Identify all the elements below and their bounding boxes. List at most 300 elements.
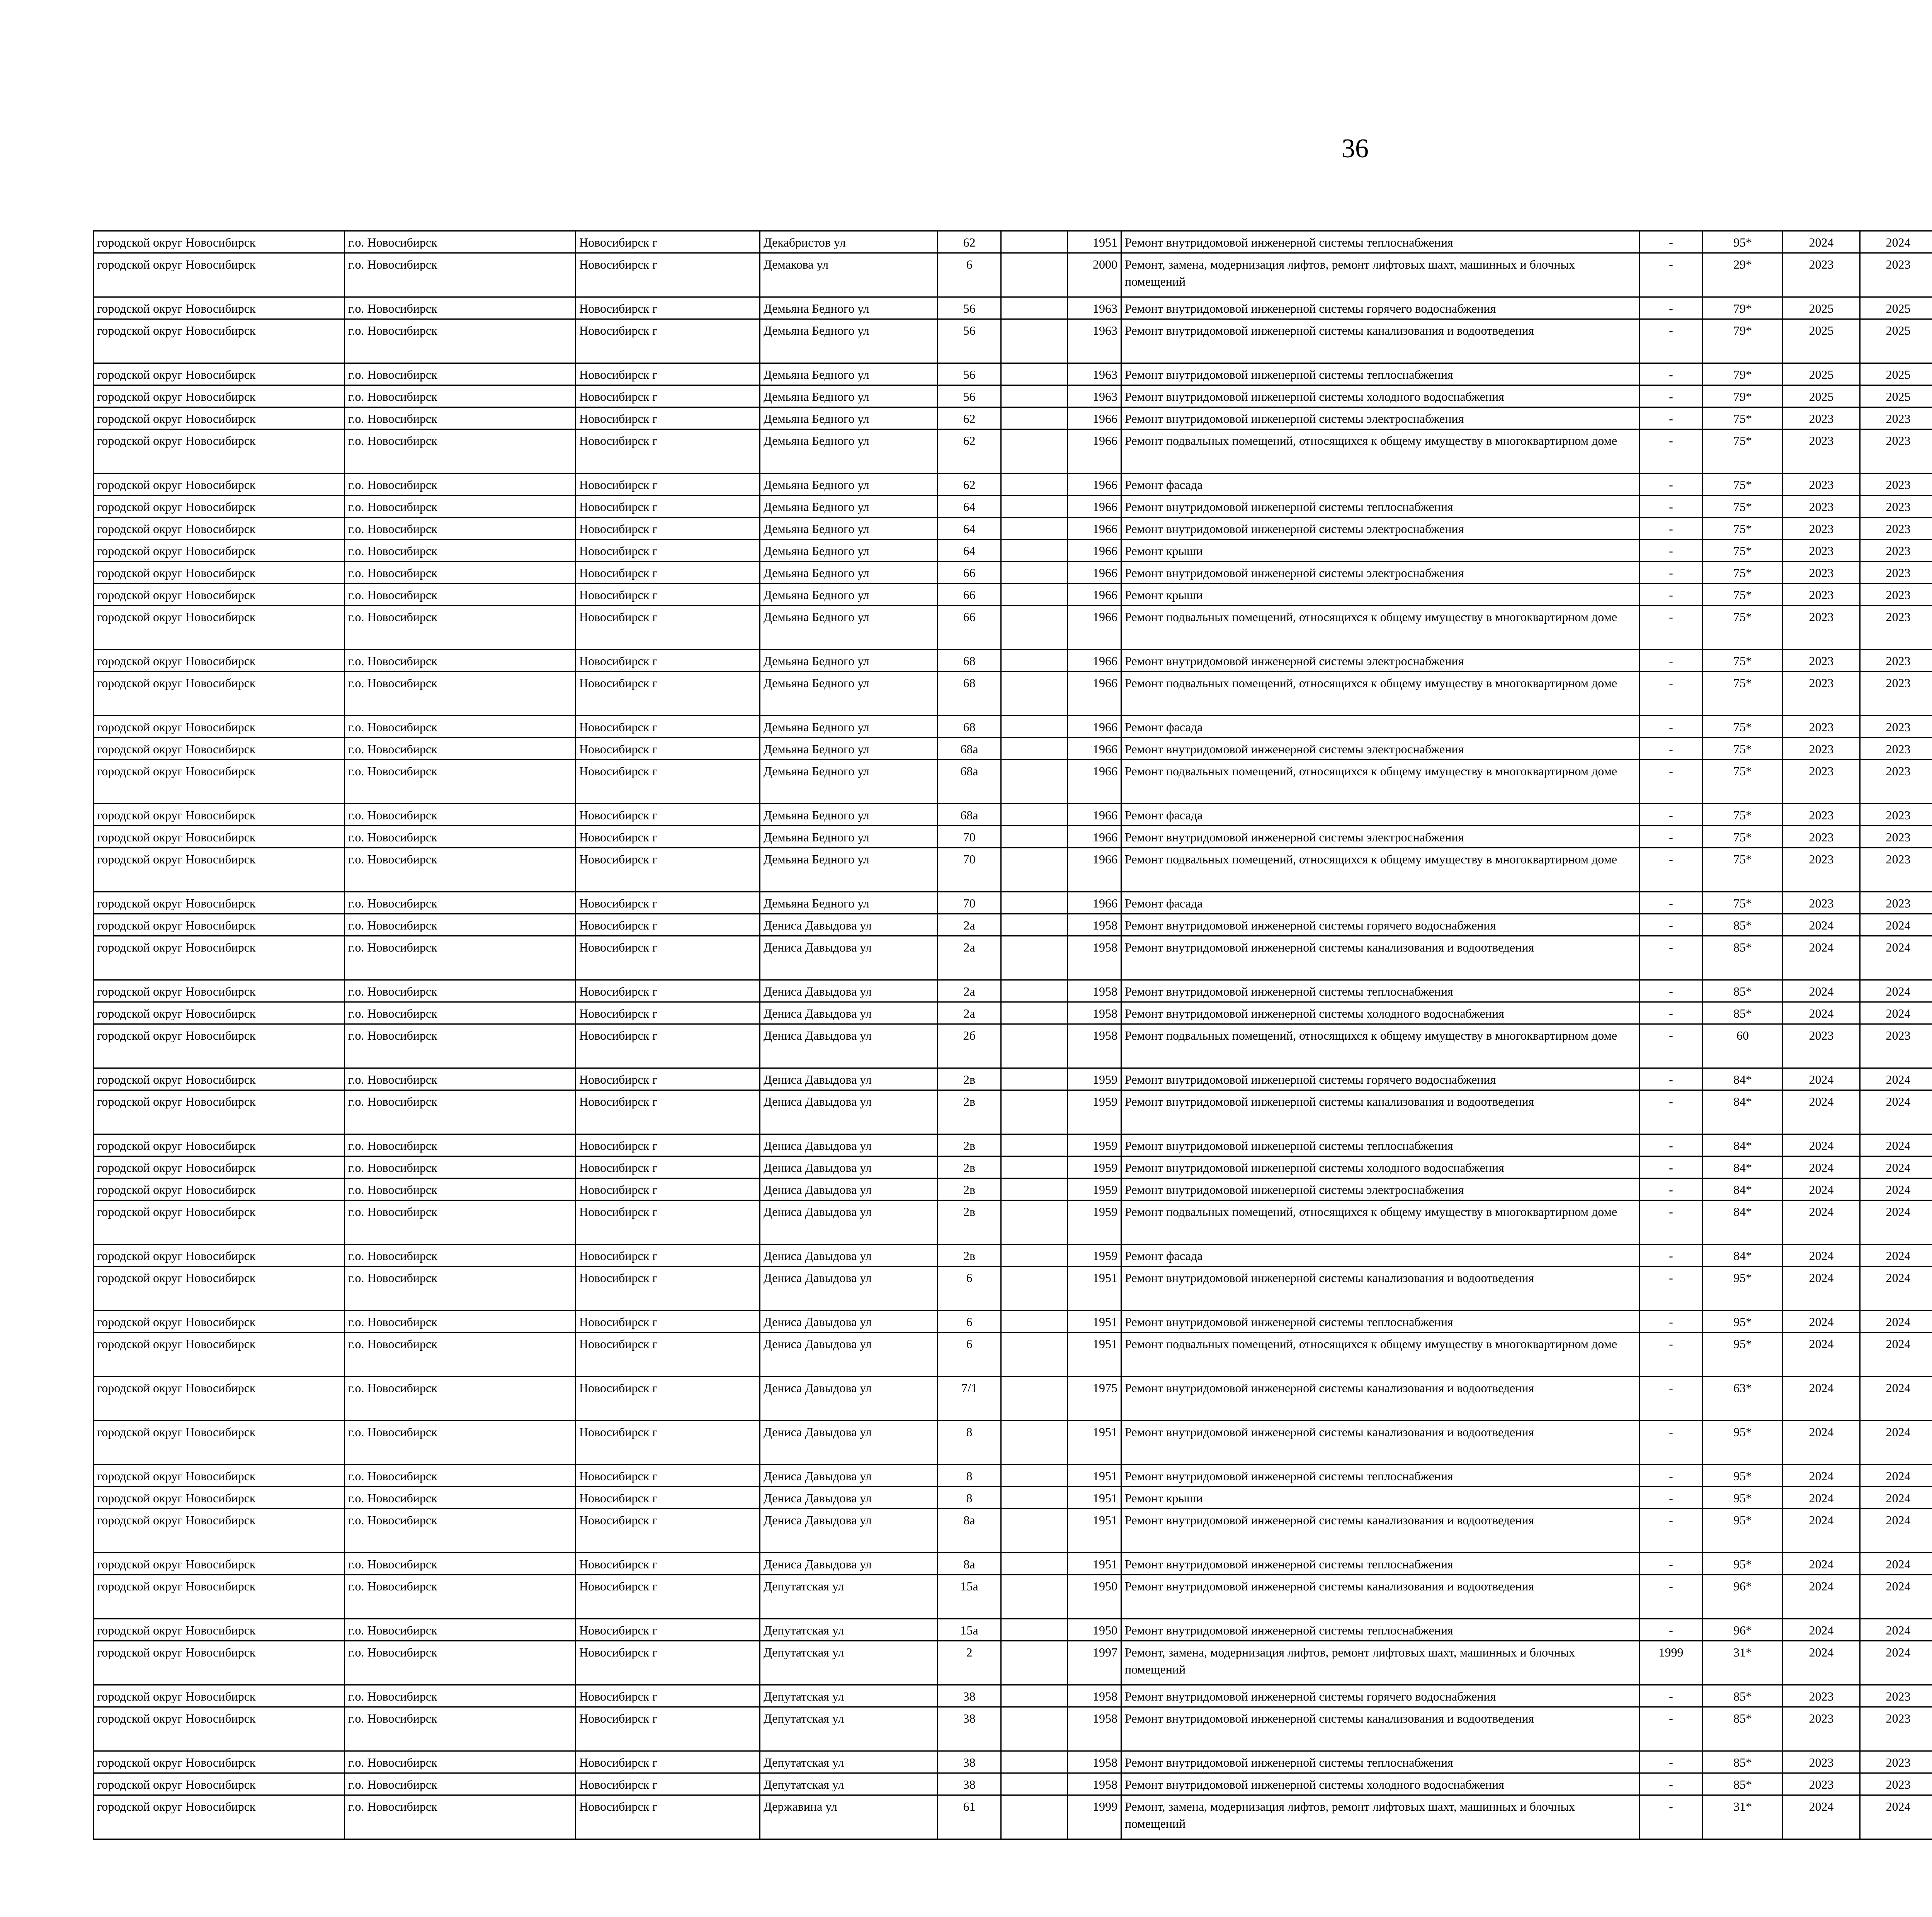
cell-settlement: г.о. Новосибирск <box>345 1509 576 1553</box>
cell-building <box>1001 1641 1068 1685</box>
cell-settlement: г.о. Новосибирск <box>345 1487 576 1509</box>
cell-work-type: Ремонт внутридомовой инженерной системы теплоснабжения <box>1121 363 1639 385</box>
cell-commissioning-year: - <box>1639 936 1703 980</box>
table-row <box>94 319 1932 363</box>
cell-planned-end-year: 2024 <box>1860 1245 1932 1267</box>
cell-planned-start-year: 2024 <box>1783 231 1860 253</box>
cell-street: Дениса Давыдова ул <box>760 1487 938 1509</box>
cell-street: Депутатская ул <box>760 1619 938 1641</box>
cell-building <box>1001 892 1068 914</box>
cell-locality: Новосибирск г <box>576 1311 760 1333</box>
cell-building <box>1001 584 1068 606</box>
cell-planned-start-year: 2024 <box>1783 1641 1860 1685</box>
cell-street: Демьяна Бедного ул <box>760 606 938 650</box>
cell-planned-start-year: 2024 <box>1783 914 1860 936</box>
cell-settlement: г.о. Новосибирск <box>345 914 576 936</box>
cell-settlement: г.о. Новосибирск <box>345 848 576 892</box>
cell-construction-year: 1958 <box>1068 980 1121 1002</box>
cell-settlement: г.о. Новосибирск <box>345 1641 576 1685</box>
cell-locality: Новосибирск г <box>576 1333 760 1377</box>
cell-planned-start-year: 2024 <box>1783 980 1860 1002</box>
cell-municipality: городской округ Новосибирск <box>94 584 345 606</box>
cell-locality: Новосибирск г <box>576 1245 760 1267</box>
table-row <box>94 848 1932 892</box>
cell-wear-percent: 75* <box>1703 760 1783 804</box>
cell-wear-percent: 75* <box>1703 584 1783 606</box>
cell-construction-year: 1951 <box>1068 1553 1121 1575</box>
cell-planned-end-year: 2024 <box>1860 1421 1932 1465</box>
cell-planned-end-year: 2023 <box>1860 540 1932 562</box>
cell-house-number: 8 <box>938 1421 1001 1465</box>
cell-street: Демьяна Бедного ул <box>760 804 938 826</box>
cell-commissioning-year: - <box>1639 1200 1703 1245</box>
cell-street: Дениса Давыдова ул <box>760 1333 938 1377</box>
cell-wear-percent: 95* <box>1703 1333 1783 1377</box>
table-row <box>94 407 1932 429</box>
table-row <box>94 1619 1932 1641</box>
cell-building <box>1001 1707 1068 1751</box>
cell-commissioning-year: - <box>1639 1795 1703 1839</box>
cell-building <box>1001 848 1068 892</box>
cell-planned-end-year: 2024 <box>1860 231 1932 253</box>
cell-settlement: г.о. Новосибирск <box>345 738 576 760</box>
cell-planned-start-year: 2024 <box>1783 1090 1860 1134</box>
cell-settlement: г.о. Новосибирск <box>345 1245 576 1267</box>
cell-wear-percent: 84* <box>1703 1178 1783 1200</box>
cell-building <box>1001 1421 1068 1465</box>
cell-construction-year: 1963 <box>1068 297 1121 319</box>
table-row <box>94 826 1932 848</box>
cell-street: Декабристов ул <box>760 231 938 253</box>
cell-settlement: г.о. Новосибирск <box>345 1200 576 1245</box>
cell-settlement: г.о. Новосибирск <box>345 495 576 518</box>
cell-street: Дениса Давыдова ул <box>760 1553 938 1575</box>
cell-settlement: г.о. Новосибирск <box>345 1311 576 1333</box>
table-row <box>94 804 1932 826</box>
cell-street: Демьяна Бедного ул <box>760 495 938 518</box>
cell-street: Дениса Давыдова ул <box>760 1156 938 1178</box>
cell-street: Демьяна Бедного ул <box>760 297 938 319</box>
cell-settlement: г.о. Новосибирск <box>345 980 576 1002</box>
cell-municipality: городской округ Новосибирск <box>94 1245 345 1267</box>
cell-settlement: г.о. Новосибирск <box>345 1178 576 1200</box>
cell-street: Демьяна Бедного ул <box>760 562 938 584</box>
cell-commissioning-year: - <box>1639 1619 1703 1641</box>
cell-work-type: Ремонт внутридомовой инженерной системы электроснабжения <box>1121 1178 1639 1200</box>
cell-commissioning-year: - <box>1639 429 1703 473</box>
cell-settlement: г.о. Новосибирск <box>345 1751 576 1773</box>
cell-building <box>1001 1267 1068 1311</box>
cell-locality: Новосибирск г <box>576 936 760 980</box>
cell-construction-year: 1958 <box>1068 1002 1121 1024</box>
cell-planned-end-year: 2023 <box>1860 584 1932 606</box>
cell-street: Дениса Давыдова ул <box>760 1377 938 1421</box>
cell-building <box>1001 1333 1068 1377</box>
cell-municipality: городской округ Новосибирск <box>94 1068 345 1090</box>
cell-settlement: г.о. Новосибирск <box>345 1267 576 1311</box>
cell-building <box>1001 319 1068 363</box>
cell-locality: Новосибирск г <box>576 1641 760 1685</box>
table-row <box>94 980 1932 1002</box>
cell-commissioning-year: - <box>1639 1465 1703 1487</box>
cell-work-type: Ремонт подвальных помещений, относящихся к общему имуществу в многоквартирном доме <box>1121 1200 1639 1245</box>
table-row <box>94 231 1932 253</box>
cell-work-type: Ремонт внутридомовой инженерной системы горячего водоснабжения <box>1121 1685 1639 1707</box>
cell-settlement: г.о. Новосибирск <box>345 297 576 319</box>
cell-locality: Новосибирск г <box>576 231 760 253</box>
cell-planned-start-year: 2023 <box>1783 540 1860 562</box>
cell-construction-year: 1950 <box>1068 1575 1121 1619</box>
cell-settlement: г.о. Новосибирск <box>345 1333 576 1377</box>
cell-house-number: 61 <box>938 1795 1001 1839</box>
cell-house-number: 8а <box>938 1509 1001 1553</box>
cell-locality: Новосибирск г <box>576 1619 760 1641</box>
cell-settlement: г.о. Новосибирск <box>345 1685 576 1707</box>
cell-municipality: городской округ Новосибирск <box>94 914 345 936</box>
cell-wear-percent: 95* <box>1703 231 1783 253</box>
cell-house-number: 62 <box>938 473 1001 495</box>
cell-construction-year: 1966 <box>1068 672 1121 716</box>
cell-building <box>1001 1509 1068 1553</box>
cell-street: Депутатская ул <box>760 1773 938 1795</box>
cell-work-type: Ремонт внутридомовой инженерной системы канализования и водоотведения <box>1121 1509 1639 1553</box>
table-row <box>94 562 1932 584</box>
cell-house-number: 8 <box>938 1487 1001 1509</box>
cell-settlement: г.о. Новосибирск <box>345 1024 576 1068</box>
cell-construction-year: 1951 <box>1068 1333 1121 1377</box>
cell-planned-end-year: 2023 <box>1860 253 1932 297</box>
cell-work-type: Ремонт внутридомовой инженерной системы электроснабжения <box>1121 738 1639 760</box>
cell-planned-end-year: 2023 <box>1860 848 1932 892</box>
cell-wear-percent: 84* <box>1703 1090 1783 1134</box>
cell-wear-percent: 79* <box>1703 297 1783 319</box>
cell-settlement: г.о. Новосибирск <box>345 1002 576 1024</box>
cell-settlement: г.о. Новосибирск <box>345 231 576 253</box>
cell-planned-start-year: 2024 <box>1783 1068 1860 1090</box>
cell-work-type: Ремонт фасада <box>1121 892 1639 914</box>
cell-planned-end-year: 2024 <box>1860 1575 1932 1619</box>
cell-building <box>1001 650 1068 672</box>
table-row <box>94 1200 1932 1245</box>
cell-wear-percent: 95* <box>1703 1509 1783 1553</box>
cell-wear-percent: 75* <box>1703 495 1783 518</box>
cell-work-type: Ремонт внутридомовой инженерной системы канализования и водоотведения <box>1121 1090 1639 1134</box>
cell-work-type: Ремонт внутридомовой инженерной системы холодного водоснабжения <box>1121 1156 1639 1178</box>
cell-construction-year: 1951 <box>1068 1421 1121 1465</box>
cell-planned-start-year: 2024 <box>1783 1267 1860 1311</box>
cell-work-type: Ремонт внутридомовой инженерной системы электроснабжения <box>1121 826 1639 848</box>
cell-building <box>1001 429 1068 473</box>
cell-work-type: Ремонт внутридомовой инженерной системы холодного водоснабжения <box>1121 385 1639 407</box>
cell-locality: Новосибирск г <box>576 1377 760 1421</box>
cell-locality: Новосибирск г <box>576 826 760 848</box>
table-row <box>94 672 1932 716</box>
cell-locality: Новосибирск г <box>576 1685 760 1707</box>
cell-locality: Новосибирск г <box>576 363 760 385</box>
cell-planned-start-year: 2023 <box>1783 429 1860 473</box>
cell-work-type: Ремонт подвальных помещений, относящихся к общему имуществу в многоквартирном доме <box>1121 672 1639 716</box>
cell-planned-end-year: 2024 <box>1860 1267 1932 1311</box>
cell-commissioning-year: - <box>1639 363 1703 385</box>
cell-planned-start-year: 2024 <box>1783 1795 1860 1839</box>
cell-planned-start-year: 2023 <box>1783 892 1860 914</box>
cell-building <box>1001 407 1068 429</box>
cell-municipality: городской округ Новосибирск <box>94 1311 345 1333</box>
cell-settlement: г.о. Новосибирск <box>345 1156 576 1178</box>
cell-settlement: г.о. Новосибирск <box>345 540 576 562</box>
cell-planned-end-year: 2023 <box>1860 1751 1932 1773</box>
cell-house-number: 70 <box>938 892 1001 914</box>
cell-wear-percent: 84* <box>1703 1200 1783 1245</box>
cell-building <box>1001 231 1068 253</box>
cell-house-number: 8 <box>938 1465 1001 1487</box>
cell-construction-year: 1958 <box>1068 1751 1121 1773</box>
cell-locality: Новосибирск г <box>576 716 760 738</box>
cell-planned-end-year: 2024 <box>1860 1311 1932 1333</box>
cell-construction-year: 1966 <box>1068 606 1121 650</box>
cell-settlement: г.о. Новосибирск <box>345 606 576 650</box>
cell-wear-percent: 85* <box>1703 980 1783 1002</box>
cell-work-type: Ремонт внутридомовой инженерной системы горячего водоснабжения <box>1121 297 1639 319</box>
cell-commissioning-year: - <box>1639 297 1703 319</box>
cell-building <box>1001 363 1068 385</box>
cell-settlement: г.о. Новосибирск <box>345 1090 576 1134</box>
cell-municipality: городской округ Новосибирск <box>94 1421 345 1465</box>
cell-settlement: г.о. Новосибирск <box>345 1707 576 1751</box>
cell-planned-start-year: 2023 <box>1783 1707 1860 1751</box>
cell-settlement: г.о. Новосибирск <box>345 804 576 826</box>
cell-street: Демакова ул <box>760 253 938 297</box>
cell-planned-end-year: 2024 <box>1860 936 1932 980</box>
cell-work-type: Ремонт подвальных помещений, относящихся к общему имуществу в многоквартирном доме <box>1121 1024 1639 1068</box>
cell-building <box>1001 495 1068 518</box>
table-row <box>94 892 1932 914</box>
table-row <box>94 1707 1932 1751</box>
table-row <box>94 650 1932 672</box>
cell-street: Державина ул <box>760 1795 938 1839</box>
cell-commissioning-year: - <box>1639 1553 1703 1575</box>
table-row <box>94 914 1932 936</box>
cell-municipality: городской округ Новосибирск <box>94 1333 345 1377</box>
cell-house-number: 2а <box>938 914 1001 936</box>
cell-building <box>1001 760 1068 804</box>
cell-wear-percent: 85* <box>1703 914 1783 936</box>
cell-locality: Новосибирск г <box>576 1707 760 1751</box>
cell-building <box>1001 1377 1068 1421</box>
table-row <box>94 1377 1932 1421</box>
cell-wear-percent: 31* <box>1703 1641 1783 1685</box>
cell-settlement: г.о. Новосибирск <box>345 826 576 848</box>
cell-work-type: Ремонт внутридомовой инженерной системы канализования и водоотведения <box>1121 1267 1639 1311</box>
cell-locality: Новосибирск г <box>576 1487 760 1509</box>
cell-settlement: г.о. Новосибирск <box>345 1068 576 1090</box>
cell-municipality: городской округ Новосибирск <box>94 738 345 760</box>
cell-locality: Новосибирск г <box>576 760 760 804</box>
cell-construction-year: 1966 <box>1068 760 1121 804</box>
cell-street: Демьяна Бедного ул <box>760 716 938 738</box>
cell-commissioning-year: - <box>1639 407 1703 429</box>
cell-planned-start-year: 2023 <box>1783 848 1860 892</box>
cell-construction-year: 1966 <box>1068 540 1121 562</box>
cell-planned-start-year: 2023 <box>1783 606 1860 650</box>
table-row <box>94 936 1932 980</box>
registry-table <box>93 230 1932 1840</box>
cell-locality: Новосибирск г <box>576 1553 760 1575</box>
cell-wear-percent: 75* <box>1703 606 1783 650</box>
cell-planned-end-year: 2024 <box>1860 980 1932 1002</box>
cell-street: Демьяна Бедного ул <box>760 584 938 606</box>
cell-municipality: городской округ Новосибирск <box>94 1509 345 1553</box>
cell-work-type: Ремонт внутридомовой инженерной системы электроснабжения <box>1121 407 1639 429</box>
cell-commissioning-year: - <box>1639 914 1703 936</box>
cell-house-number: 70 <box>938 848 1001 892</box>
cell-planned-end-year: 2024 <box>1860 1641 1932 1685</box>
cell-municipality: городской округ Новосибирск <box>94 760 345 804</box>
cell-commissioning-year: - <box>1639 980 1703 1002</box>
cell-commissioning-year: - <box>1639 738 1703 760</box>
table-row <box>94 1156 1932 1178</box>
cell-locality: Новосибирск г <box>576 1134 760 1156</box>
cell-construction-year: 1966 <box>1068 826 1121 848</box>
cell-wear-percent: 84* <box>1703 1134 1783 1156</box>
cell-wear-percent: 75* <box>1703 848 1783 892</box>
cell-street: Демьяна Бедного ул <box>760 892 938 914</box>
cell-work-type: Ремонт внутридомовой инженерной системы теплоснабжения <box>1121 1311 1639 1333</box>
cell-commissioning-year: - <box>1639 606 1703 650</box>
cell-street: Дениса Давыдова ул <box>760 1509 938 1553</box>
cell-building <box>1001 1619 1068 1641</box>
cell-construction-year: 1951 <box>1068 1311 1121 1333</box>
cell-street: Дениса Давыдова ул <box>760 1245 938 1267</box>
cell-construction-year: 1958 <box>1068 914 1121 936</box>
cell-wear-percent: 75* <box>1703 672 1783 716</box>
cell-wear-percent: 75* <box>1703 826 1783 848</box>
cell-building <box>1001 1090 1068 1134</box>
cell-house-number: 68 <box>938 672 1001 716</box>
cell-construction-year: 1966 <box>1068 716 1121 738</box>
cell-planned-end-year: 2023 <box>1860 1773 1932 1795</box>
cell-planned-start-year: 2024 <box>1783 1002 1860 1024</box>
cell-work-type: Ремонт внутридомовой инженерной системы теплоснабжения <box>1121 1134 1639 1156</box>
cell-commissioning-year: - <box>1639 1134 1703 1156</box>
cell-planned-end-year: 2023 <box>1860 407 1932 429</box>
cell-commissioning-year: - <box>1639 518 1703 540</box>
cell-locality: Новосибирск г <box>576 738 760 760</box>
cell-municipality: городской округ Новосибирск <box>94 826 345 848</box>
cell-street: Дениса Давыдова ул <box>760 1178 938 1200</box>
cell-settlement: г.о. Новосибирск <box>345 363 576 385</box>
cell-wear-percent: 79* <box>1703 363 1783 385</box>
cell-work-type: Ремонт подвальных помещений, относящихся к общему имуществу в многоквартирном доме <box>1121 606 1639 650</box>
cell-planned-end-year: 2023 <box>1860 650 1932 672</box>
cell-wear-percent: 75* <box>1703 473 1783 495</box>
cell-wear-percent: 85* <box>1703 1707 1783 1751</box>
cell-locality: Новосибирск г <box>576 473 760 495</box>
cell-construction-year: 1959 <box>1068 1245 1121 1267</box>
cell-construction-year: 1958 <box>1068 936 1121 980</box>
cell-planned-start-year: 2023 <box>1783 738 1860 760</box>
cell-building <box>1001 914 1068 936</box>
cell-settlement: г.о. Новосибирск <box>345 1575 576 1619</box>
cell-building <box>1001 1024 1068 1068</box>
cell-locality: Новосибирск г <box>576 892 760 914</box>
cell-planned-start-year: 2025 <box>1783 297 1860 319</box>
cell-wear-percent: 85* <box>1703 936 1783 980</box>
cell-street: Дениса Давыдова ул <box>760 980 938 1002</box>
cell-planned-end-year: 2025 <box>1860 297 1932 319</box>
table-row <box>94 1333 1932 1377</box>
cell-building <box>1001 1553 1068 1575</box>
cell-planned-start-year: 2023 <box>1783 672 1860 716</box>
cell-settlement: г.о. Новосибирск <box>345 253 576 297</box>
cell-construction-year: 1959 <box>1068 1090 1121 1134</box>
cell-planned-start-year: 2024 <box>1783 1421 1860 1465</box>
cell-settlement: г.о. Новосибирск <box>345 1134 576 1156</box>
cell-house-number: 64 <box>938 540 1001 562</box>
table-row <box>94 1090 1932 1134</box>
cell-planned-end-year: 2023 <box>1860 672 1932 716</box>
cell-planned-end-year: 2024 <box>1860 1377 1932 1421</box>
cell-building <box>1001 562 1068 584</box>
cell-wear-percent: 84* <box>1703 1068 1783 1090</box>
cell-street: Демьяна Бедного ул <box>760 672 938 716</box>
cell-building <box>1001 1311 1068 1333</box>
cell-municipality: городской округ Новосибирск <box>94 495 345 518</box>
cell-commissioning-year: - <box>1639 1156 1703 1178</box>
cell-street: Дениса Давыдова ул <box>760 1002 938 1024</box>
cell-municipality: городской округ Новосибирск <box>94 385 345 407</box>
cell-planned-end-year: 2023 <box>1860 562 1932 584</box>
cell-street: Дениса Давыдова ул <box>760 1134 938 1156</box>
cell-municipality: городской округ Новосибирск <box>94 1795 345 1839</box>
cell-construction-year: 1959 <box>1068 1134 1121 1156</box>
cell-work-type: Ремонт внутридомовой инженерной системы канализования и водоотведения <box>1121 1421 1639 1465</box>
cell-construction-year: 1966 <box>1068 584 1121 606</box>
cell-planned-end-year: 2024 <box>1860 1156 1932 1178</box>
cell-locality: Новосибирск г <box>576 1156 760 1178</box>
cell-wear-percent: 75* <box>1703 518 1783 540</box>
cell-work-type: Ремонт подвальных помещений, относящихся к общему имуществу в многоквартирном доме <box>1121 760 1639 804</box>
cell-wear-percent: 95* <box>1703 1421 1783 1465</box>
cell-wear-percent: 75* <box>1703 804 1783 826</box>
cell-planned-end-year: 2023 <box>1860 826 1932 848</box>
cell-house-number: 7/1 <box>938 1377 1001 1421</box>
cell-wear-percent: 75* <box>1703 407 1783 429</box>
cell-planned-start-year: 2023 <box>1783 650 1860 672</box>
cell-planned-end-year: 2024 <box>1860 1795 1932 1839</box>
cell-settlement: г.о. Новосибирск <box>345 1773 576 1795</box>
cell-work-type: Ремонт фасада <box>1121 473 1639 495</box>
cell-construction-year: 1959 <box>1068 1178 1121 1200</box>
cell-house-number: 2а <box>938 936 1001 980</box>
cell-house-number: 68а <box>938 738 1001 760</box>
cell-municipality: городской округ Новосибирск <box>94 231 345 253</box>
cell-locality: Новосибирск г <box>576 584 760 606</box>
cell-planned-end-year: 2023 <box>1860 738 1932 760</box>
cell-house-number: 56 <box>938 319 1001 363</box>
table-row <box>94 1024 1932 1068</box>
table-row <box>94 1178 1932 1200</box>
cell-locality: Новосибирск г <box>576 297 760 319</box>
table-row <box>94 584 1932 606</box>
cell-construction-year: 1958 <box>1068 1707 1121 1751</box>
cell-street: Депутатская ул <box>760 1751 938 1773</box>
cell-house-number: 6 <box>938 253 1001 297</box>
cell-locality: Новосибирск г <box>576 980 760 1002</box>
cell-construction-year: 1999 <box>1068 1795 1121 1839</box>
cell-planned-end-year: 2025 <box>1860 363 1932 385</box>
cell-wear-percent: 60 <box>1703 1024 1783 1068</box>
